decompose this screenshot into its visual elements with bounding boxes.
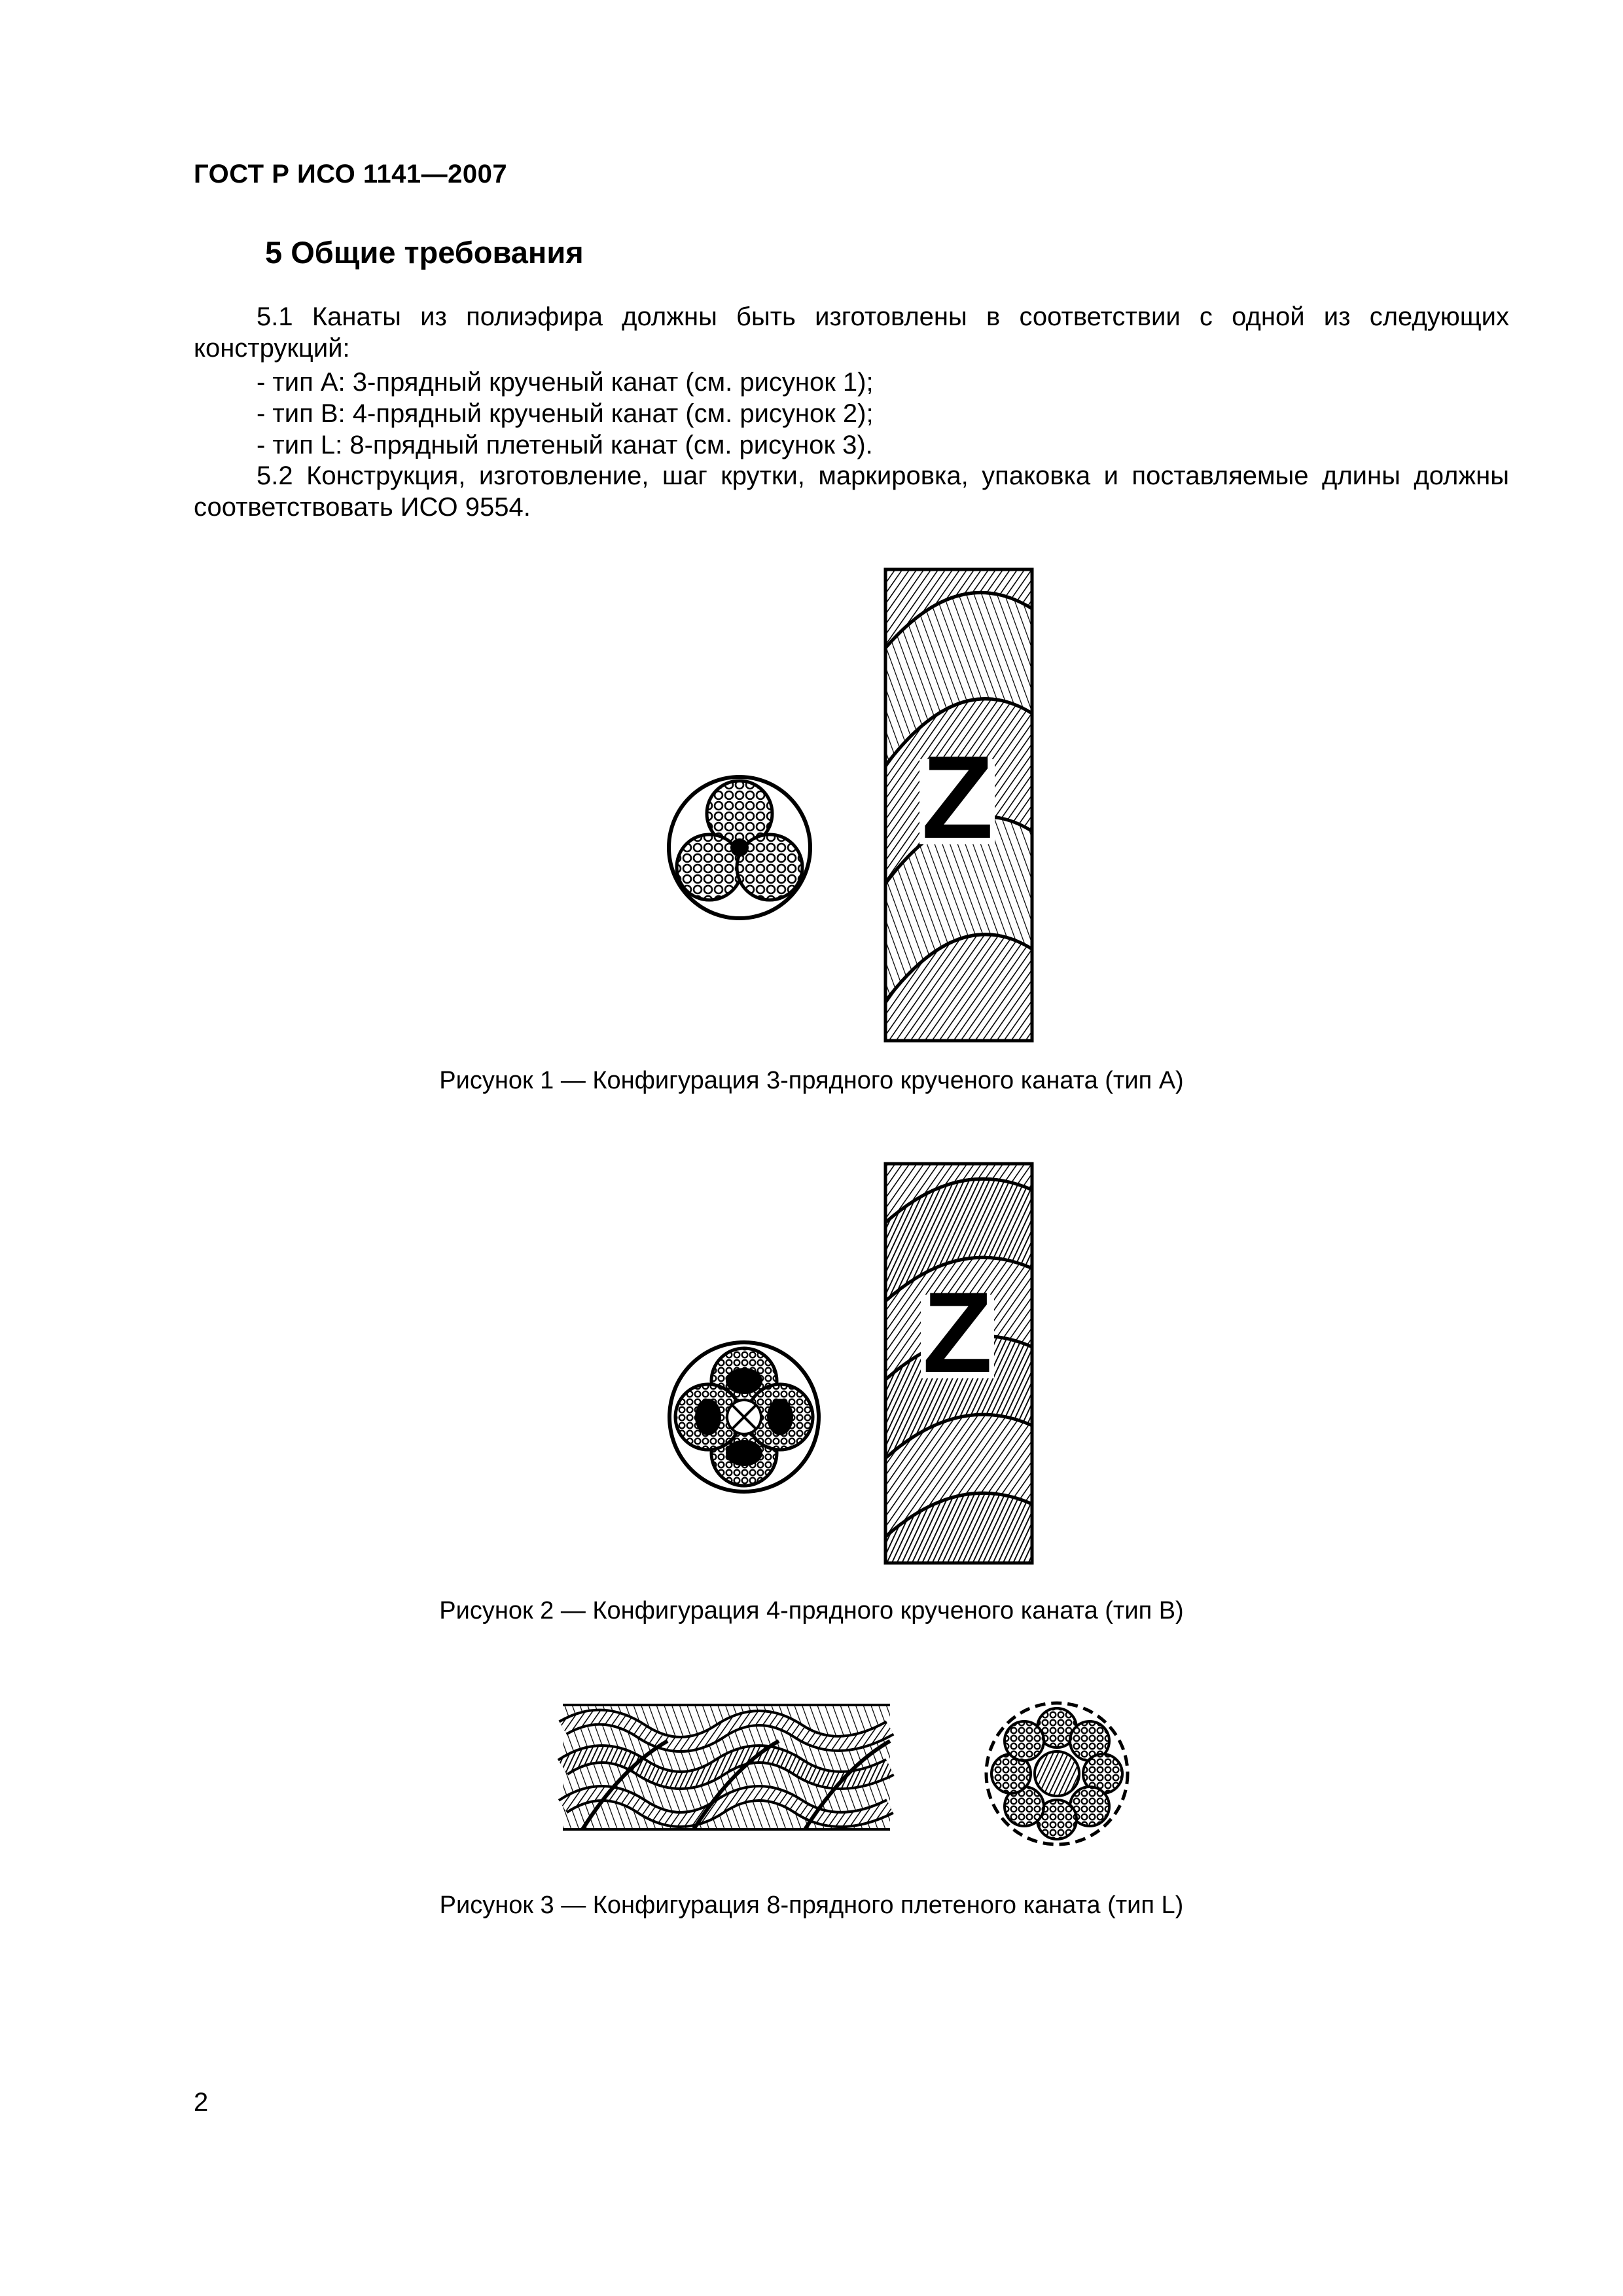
figure-1-rope-side-view: [880, 569, 1037, 1041]
paragraph-5-1: 5.1 Канаты из полиэфира должны быть изготовлены в соответствии с одной из следующих конструкций:: [194, 302, 1509, 363]
section-title: 5 Общие требования: [265, 235, 584, 270]
figure-2-caption: Рисунок 2 — Конфигурация 4-прядного крученого каната (тип В): [439, 1597, 1184, 1624]
figure-2-rope-side-view: [880, 1164, 1037, 1563]
figure-1-cross-section: [661, 769, 818, 926]
twist-letter-z: Z: [922, 1269, 993, 1397]
figure-3-cross-section: [978, 1695, 1135, 1852]
figure-1-caption: Рисунок 1 — Конфигурация 3-прядного крученого каната (тип А): [439, 1067, 1184, 1094]
rope-type-list: [257, 367, 874, 461]
figure-3-caption: Рисунок 3 — Конфигурация 8-прядного плетеного каната (тип L): [439, 1892, 1184, 1919]
list-item: - тип А: 3-прядный крученый канат (см. рисунок 1);: [257, 368, 874, 397]
figure-2-cross-section: [662, 1335, 826, 1499]
twist-letter-z: Z: [921, 732, 993, 863]
list-item: - тип В: 4-прядный крученый канат (см. рисунок 2);: [257, 399, 874, 428]
page-number: 2: [194, 2088, 209, 2117]
paragraph-5-2: 5.2 Конструкция, изготовление, шаг крутки, маркировка, упаковка и поставляемые длины должны соответствовать ИСО 9554.: [194, 461, 1509, 522]
document-code: ГОСТ Р ИСО 1141—2007: [194, 160, 508, 188]
figure-3-braided-rope-side-view: [563, 1702, 890, 1833]
list-item: - тип L: 8-прядный плетеный канат (см. рисунок 3).: [257, 431, 873, 459]
